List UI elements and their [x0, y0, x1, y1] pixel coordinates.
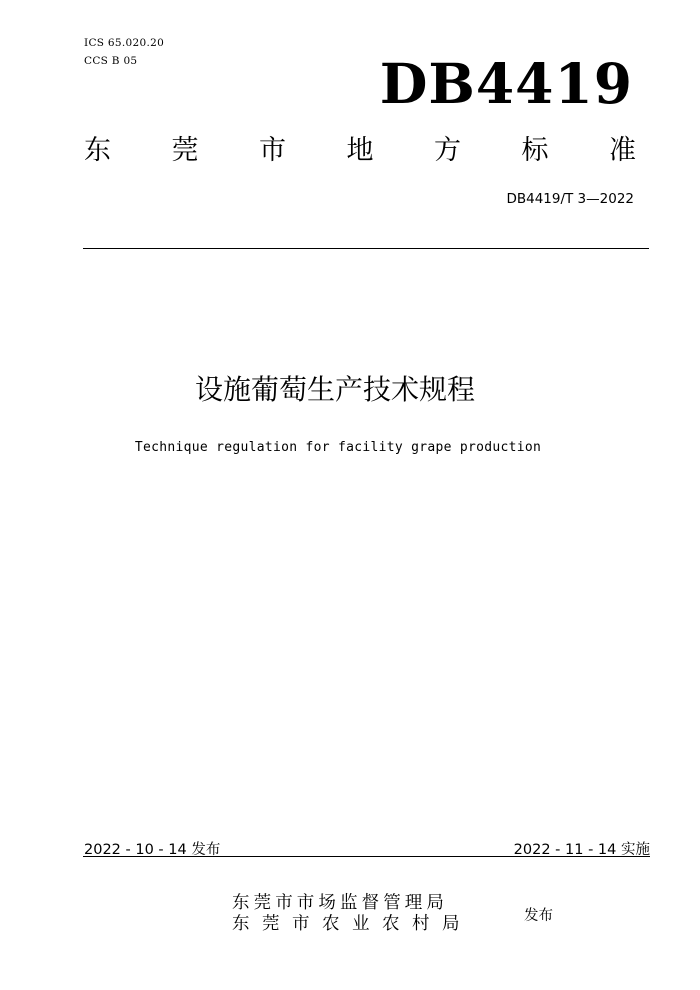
ics-code: ICS 65.020.20 [84, 37, 165, 49]
standard-type-char: 方 [434, 135, 461, 166]
standard-type-char: 地 [346, 135, 374, 166]
standard-type-char: 莞 [171, 135, 199, 166]
standard-number: DB4419/T 3—2022 [506, 191, 634, 207]
ccs-code: CCS B 05 [84, 55, 138, 67]
document-title-cn: 设施葡萄生产技术规程 [194, 373, 475, 406]
issue-date: 2022 - 10 - 14 发布 [84, 842, 221, 858]
header-divider [83, 248, 649, 249]
issuer-name: 东莞市市场监督管理局 [232, 893, 448, 913]
standard-type-char: 东 [84, 135, 111, 166]
standard-type-char: 标 [521, 135, 549, 166]
issue-verb: 发布 [524, 908, 553, 924]
standard-type-char: 准 [609, 135, 636, 166]
db-code-title: DB4419 [379, 51, 633, 116]
issuer-name: 东莞市农业农村局 [232, 914, 472, 934]
issuing-authorities [232, 893, 472, 935]
document-title-en: Technique regulation for facility grape production [134, 440, 542, 455]
standard-type-heading [84, 137, 636, 164]
standard-type-char: 市 [259, 135, 286, 166]
footer-divider [83, 856, 650, 857]
implementation-date: 2022 - 11 - 14 实施 [513, 842, 650, 858]
